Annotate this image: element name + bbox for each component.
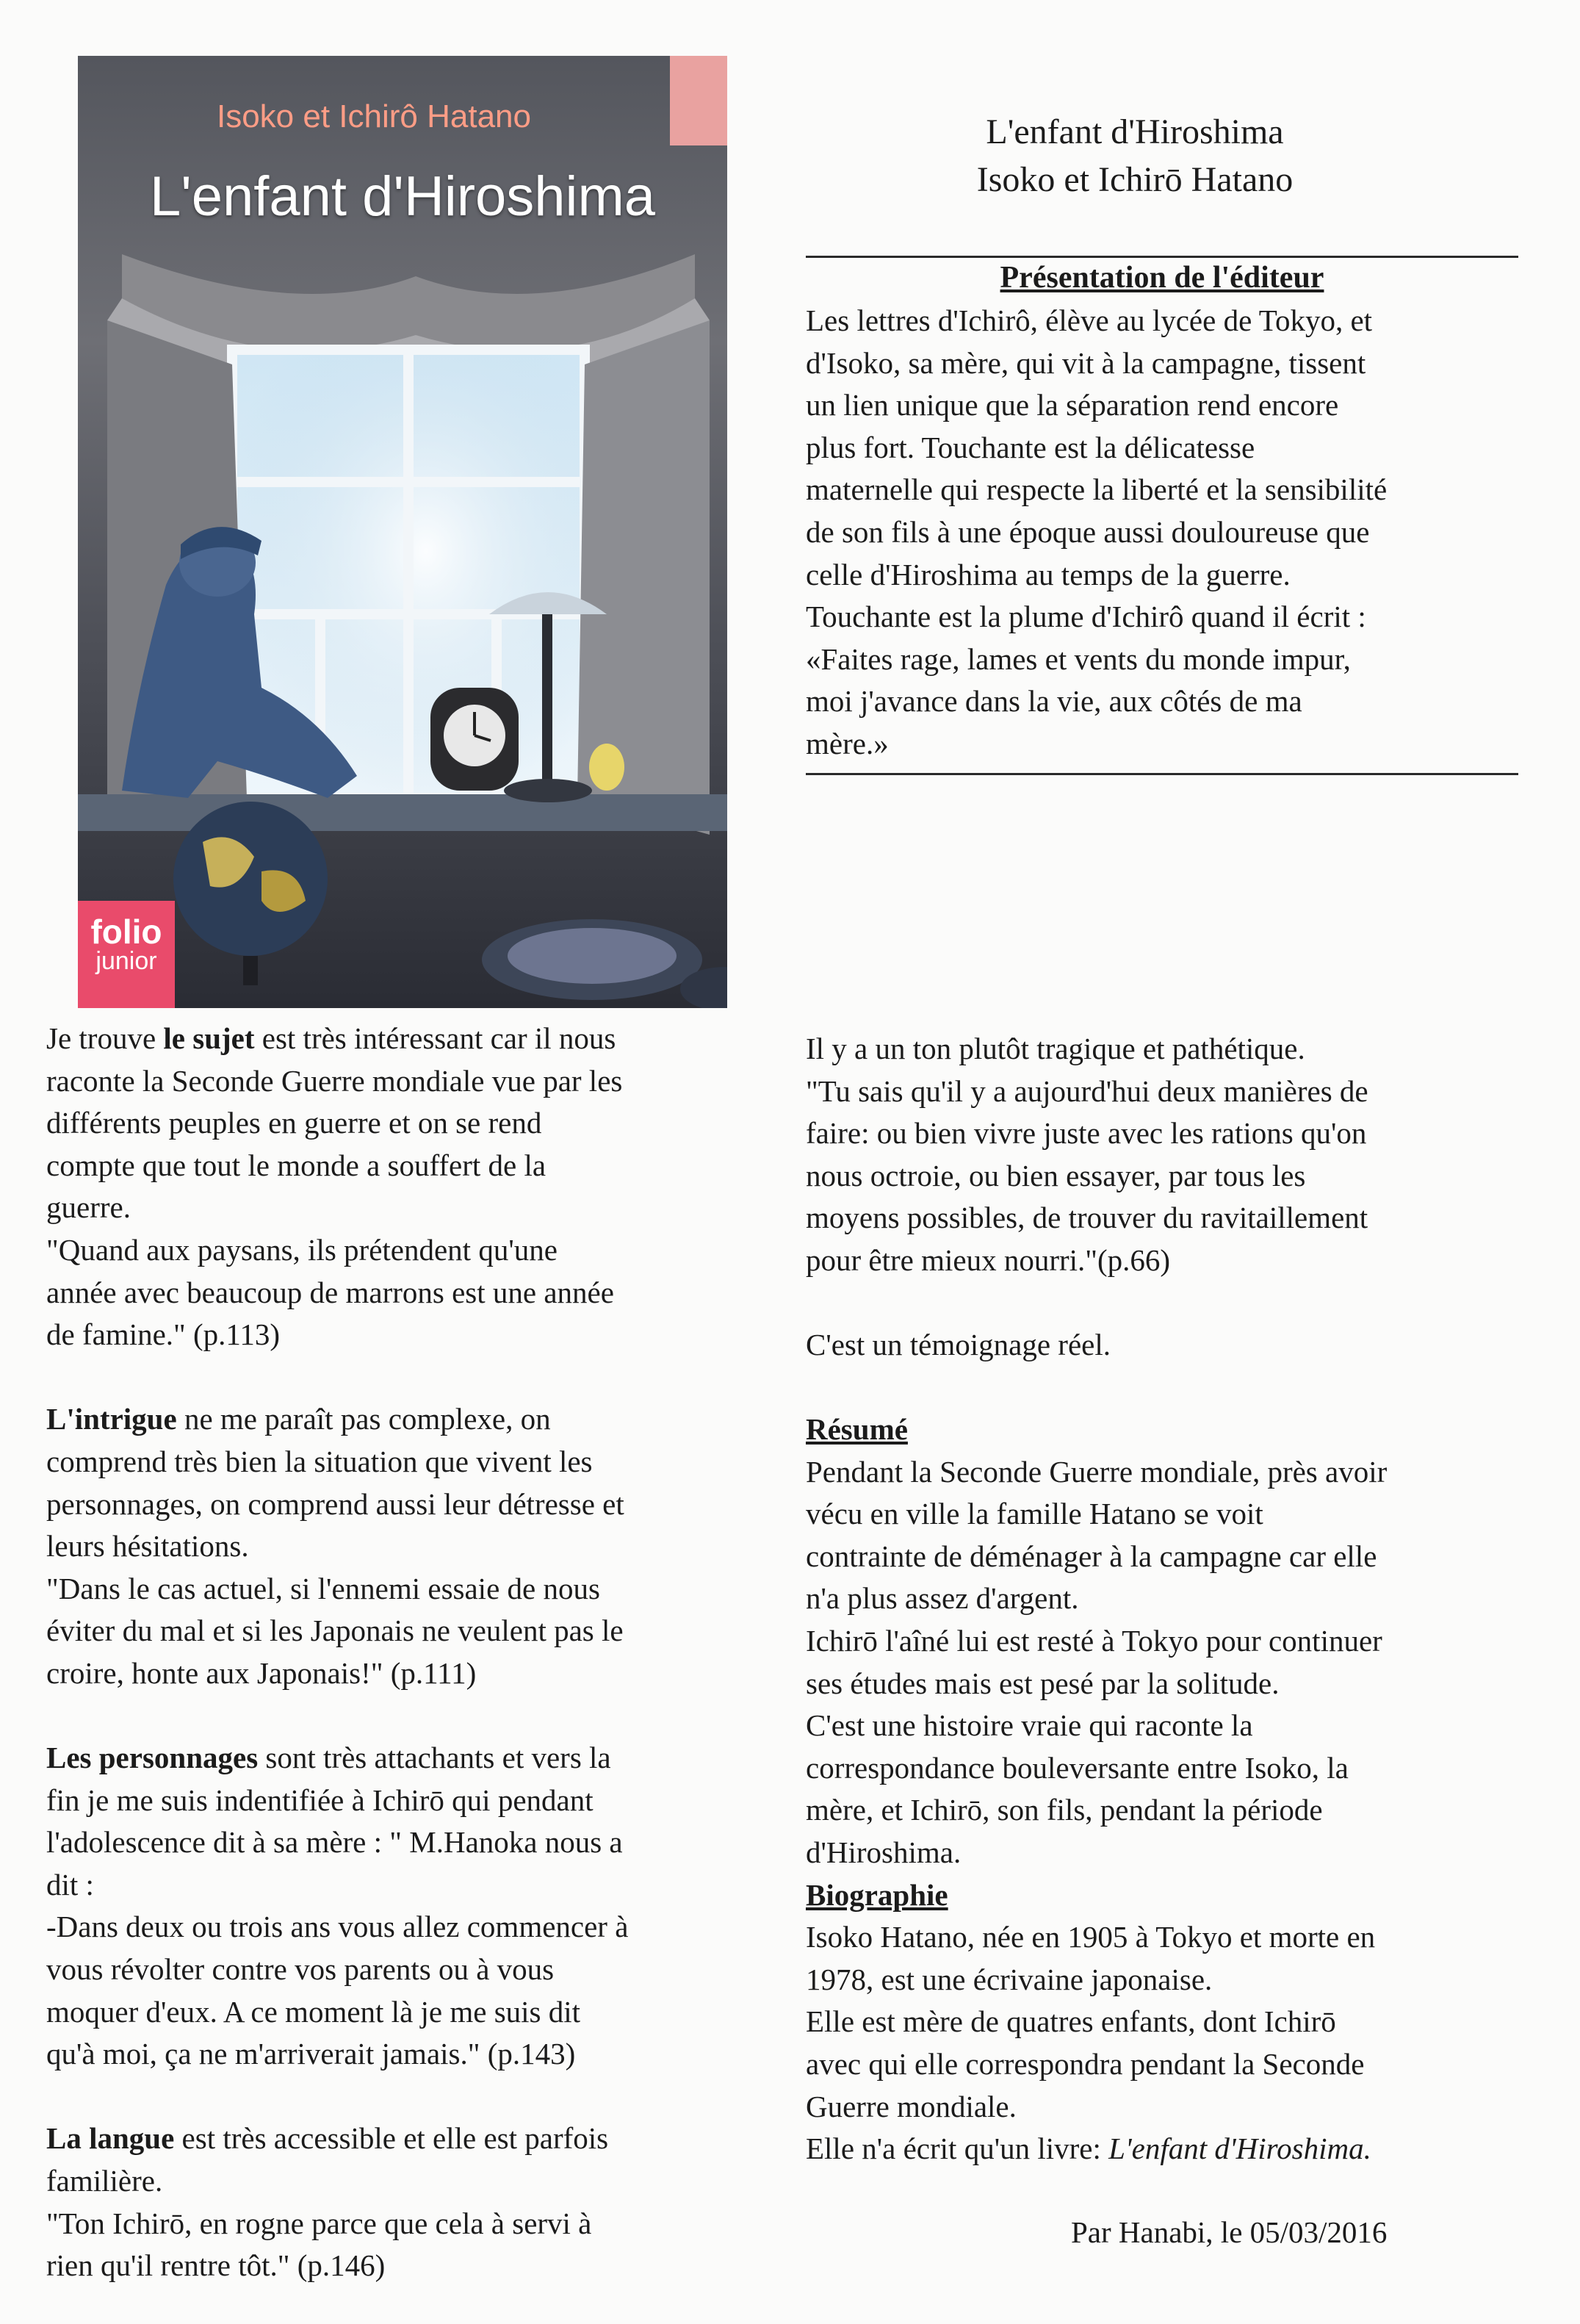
resume-line: n'a plus assez d'argent. [806,1581,1079,1616]
biographie-last-line: Elle n'a écrit qu'un livre: L'enfant d'Hiroshima. [806,2131,1371,2166]
ton-quote-line: faire: ou bien vivre juste avec les rations qu'on [806,1116,1367,1151]
book-cover [78,56,727,1008]
sujet-quote-line: "Quand aux paysans, ils prétendent qu'une [46,1232,558,1267]
ton-quote-line: "Tu sais qu'il y a aujourd'hui deux manières de [806,1073,1368,1108]
langue-keyword: La langue [46,2121,175,2156]
ton-quote-line: pour être mieux nourri."(p.66) [806,1242,1171,1277]
review-left-column [46,1018,755,2287]
junior-logo-text: junior [95,947,157,975]
presentation-body [806,300,1518,766]
presentation-line: Touchante est la plume d'Ichirô quand il écrit : [806,600,1366,634]
presentation-line: mère.» [806,726,889,760]
presentation-heading: Présentation de l'éditeur [1000,261,1324,295]
intrigue-keyword: L'intrigue [46,1402,177,1436]
resume-line: correspondance bouleversante entre Isoko, la [806,1750,1349,1785]
resume-line: mère, et Ichirō, son fils, pendant la période [806,1793,1323,1827]
sujet-keyword: le sujet [163,1021,255,1055]
presentation-line: plus fort. Touchante est la délicatesse [806,430,1255,464]
presentation-line: de son fils à une époque aussi douloureuse que [806,514,1370,549]
resume-line: contrainte de déménager à la campagne car elle [806,1539,1377,1573]
biographie-line: 1978, est une écrivaine japonaise. [806,1962,1213,1996]
presentation-line: moi j'avance dans la vie, aux côtés de ma [806,684,1302,719]
presentation-line: «Faites rage, lames et vents du monde impur, [806,641,1351,676]
personnages-quote-line: vous révolter contre vos parents ou à vous [46,1952,555,1987]
book-authors: Isoko et Ichirō Hatano [976,160,1294,199]
biographie-line: Isoko Hatano, née en 1905 à Tokyo et morte en [806,1920,1376,1954]
temoignage-line: C'est un témoignage réel. [806,1328,1111,1362]
resume-line: Pendant la Seconde Guerre mondiale, près avoir [806,1454,1388,1489]
book-title-italic: L'enfant d'Hiroshima. [1108,2131,1371,2166]
presentation-line: Les lettres d'Ichirô, élève au lycée de Tokyo, et [806,303,1373,337]
folio-logo-text: folio [90,913,162,951]
sujet-line: raconte la Seconde Guerre mondiale vue par les [46,1063,623,1098]
personnages-line: dit : [46,1867,94,1902]
langue-quote-line: "Ton Ichirō, en rogne parce que cela à servi à [46,2206,592,2240]
ton-line: Il y a un ton plutôt tragique et pathétique. [806,1032,1305,1065]
biographie-line: avec qui elle correspondra pendant la Seconde [806,2046,1365,2081]
personnages-line: l'adolescence dit à sa mère : " M.Hanoka nous a [46,1825,623,1860]
sujet-line: différents peuples en guerre et on se rend [46,1106,542,1140]
intrigue-line: leurs hésitations. [46,1529,249,1564]
intrigue-line: personnages, on comprend aussi leur détresse et [46,1486,624,1521]
cover-author: Isoko et Ichirô Hatano [216,98,531,134]
biographie-line: Guerre mondiale. [806,2089,1017,2123]
ton-quote-line: nous octroie, ou bien essayer, par tous les [806,1158,1306,1192]
folio-junior-logo [78,901,175,1008]
langue-line: familière. [46,2164,163,2198]
author-signature: Par Hanabi, le 05/03/2016 [1071,2215,1388,2249]
biographie-line: Elle est mère de quatres enfants, dont Ichirō [806,2004,1336,2039]
resume-biographie-column [806,1409,1518,2170]
personnages-quote-line: qu'à moi, ça ne m'arriverait jamais." (p.143) [46,2037,576,2071]
personnages-line: fin je me suis indentifiée à Ichirō qui pendant [46,1782,594,1817]
presentation-line: maternelle qui respecte la liberté et la sensibilité [806,472,1388,507]
intrigue-line: comprend très bien la situation que vivent les [46,1444,593,1478]
biographie-heading: Biographie [806,1877,948,1912]
sujet-quote-line: de famine." (p.113) [46,1317,281,1352]
resume-line: Ichirō l'aîné lui est resté à Tokyo pour continuer [806,1623,1382,1658]
intrigue-paragraph-lead: L'intrigue ne me paraît pas complexe, on [46,1402,551,1436]
langue-quote-line: rien qu'il rentre tôt." (p.146) [46,2248,386,2283]
sujet-quote-line: année avec beaucoup de marrons est une année [46,1275,614,1309]
personnages-keyword: Les personnages [46,1741,259,1775]
intrigue-quote-line: croire, honte aux Japonais!" (p.111) [46,1655,477,1690]
sujet-line: compte que tout le monde a souffert de la [46,1148,546,1182]
presentation-line: un lien unique que la séparation rend encore [806,388,1339,422]
personnages-quote-line: -Dans deux ou trois ans vous allez commencer à [46,1910,629,1944]
presentation-line: celle d'Hiroshima au temps de la guerre. [806,557,1291,591]
bottom-rule [806,773,1518,775]
sujet-line: guerre. [46,1190,131,1225]
intrigue-quote-line: éviter du mal et si les Japonais ne veulent pas le [46,1614,624,1648]
resume-line: ses études mais est pesé par la solitude. [806,1666,1280,1700]
intrigue-quote-line: "Dans le cas actuel, si l'ennemi essaie de nous [46,1571,600,1605]
personnages-quote-line: moquer d'eux. A ce moment là je me suis dit [46,1994,581,2029]
sujet-paragraph-lead: Je trouve le sujet est très intéressant car il nous [46,1021,616,1055]
resume-line: d'Hiroshima. [806,1835,962,1869]
cover-title: L'enfant d'Hiroshima [149,165,656,228]
personnages-paragraph-lead: Les personnages sont très attachants et vers la [46,1741,611,1775]
langue-paragraph-lead: La langue est très accessible et elle est parfois [46,2121,609,2156]
cover-corner-tab [670,56,727,145]
presentation-line: d'Isoko, sa mère, qui vit à la campagne, tissent [806,345,1366,380]
resume-line: C'est une histoire vraie qui raconte la [806,1708,1253,1743]
resume-heading: Résumé [806,1412,908,1446]
review-right-column [806,1028,1518,1367]
resume-line: vécu en ville la famille Hatano se voit [806,1497,1263,1531]
book-title: L'enfant d'Hiroshima [986,112,1284,151]
ton-quote-line: moyens possibles, de trouver du ravitaillement [806,1201,1368,1235]
